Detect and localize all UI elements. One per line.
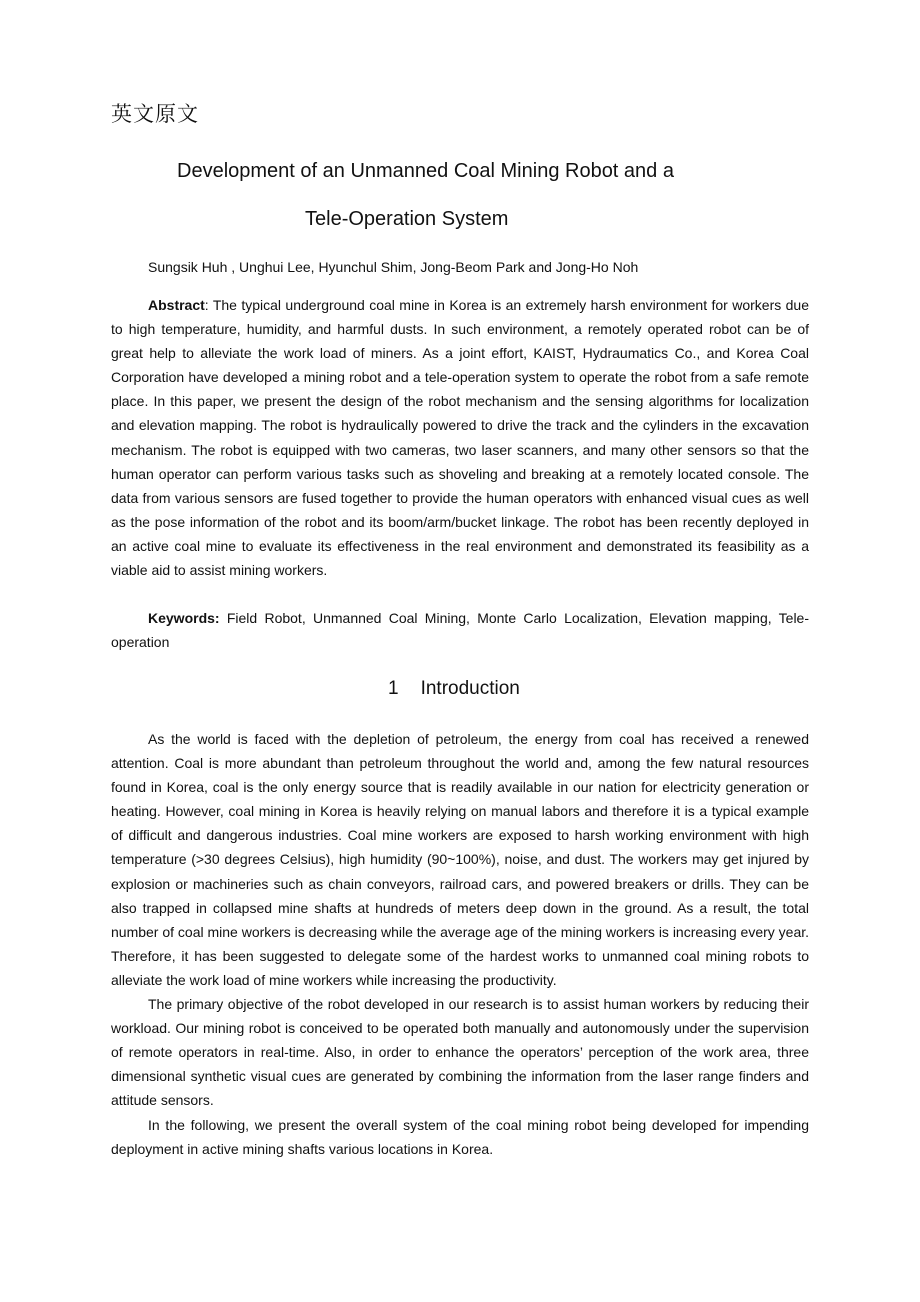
paper-title-line-2: Tele-Operation System bbox=[305, 208, 509, 230]
intro-paragraph-3: In the following, we present the overall system of the coal mining robot being developed for impending deployment in active mining shafts various locations in Korea. bbox=[111, 1116, 809, 1157]
abstract-paragraph bbox=[111, 293, 809, 582]
intro-paragraph-1: As the world is faced with the depletion of petroleum, the energy from coal has received a renewed attention. Coal is more abundant than petroleum throughout the world and, among the few natural resources found in Korea, coal is the only energy source that is readily available in our nation for electricity generation or heating. However, coal mining in Korea is heavily relying on manual labors and therefore it is a typical example of difficult and dangerous industries. Coal mine workers are exposed to harsh working environment with high temperature (>30 degrees Celsius), high humidity (90~100%), noise, and dust. The workers may get injured by explosion or machineries such as chain conveyors, railroad cars, and powered breakers or drills. They can be also trapped in collapsed mine shafts at hundreds of meters deep down in the ground. As a result, the total number of coal mine workers is decreasing while the average age of the mining workers is increasing every year. Therefore, it has been suggested to delegate some of the hardest works to unmanned coal mining robots to alleviate the work load of mine workers while increasing the productivity. bbox=[111, 731, 810, 988]
chinese-header: 英文原文 bbox=[111, 102, 199, 126]
intro-paragraph-2: The primary objective of the robot developed in our research is to assist human workers by reducing their workload. Our mining robot is conceived to be operated both manually and autonomously under the supervision of remote operators in real-time. Also, in order to enhance the operators’ perception of the work area, three dimensional synthetic visual cues are generated by combining the information from the laser range finders and attitude sensors. bbox=[111, 996, 809, 1109]
introduction-body bbox=[111, 727, 809, 1161]
abstract-block bbox=[111, 293, 809, 582]
author-list: Sungsik Huh , Unghui Lee, Hyunchul Shim, Jong-Beom Park and Jong-Ho Noh bbox=[148, 259, 639, 275]
keywords-block bbox=[111, 606, 809, 654]
section-heading-introduction bbox=[388, 678, 520, 700]
abstract-text: : The typical underground coal mine in Korea is an extremely harsh environment for workers due to high temperature, humidity, and harmful dusts. In such environment, a remotely operated robot can be of great help to alleviate the work load of miners. As a joint effort, KAIST, Hydraumatics Co., and Korea Coal Corporation have developed a mining robot and a tele-operation system to operate the robot from a safe remote place. In this paper, we present the design of the robot mechanism and the sensing algorithms for localization and elevation mapping. The robot is hydraulically powered to drive the track and the cylinders in the excavation mechanism. The robot is equipped with two cameras, two laser scanners, and many other sensors so that the human operator can perform various tasks such as shoveling and breaking at a remotely located console. The data from various sensors are fused together to provide the human operators with enhanced visual cues as well as the pose information of the robot and its boom/arm/bucket linkage. The robot has been recently deployed in an active coal mine to evaluate its effectiveness in the real environment and demonstrated its feasibility as a viable aid to assist mining workers. bbox=[111, 297, 809, 579]
section-title: Introduction bbox=[420, 678, 520, 699]
keywords-paragraph bbox=[111, 606, 809, 654]
keywords-text: Field Robot, Unmanned Coal Mining, Monte Carlo Localization, Elevation mapping, Tele-operation bbox=[111, 610, 809, 651]
keywords-label: Keywords: bbox=[148, 610, 220, 626]
section-number: 1 bbox=[388, 678, 399, 699]
paper-title-line-1: Development of an Unmanned Coal Mining Robot and a bbox=[177, 160, 674, 182]
abstract-label: Abstract bbox=[148, 297, 205, 313]
